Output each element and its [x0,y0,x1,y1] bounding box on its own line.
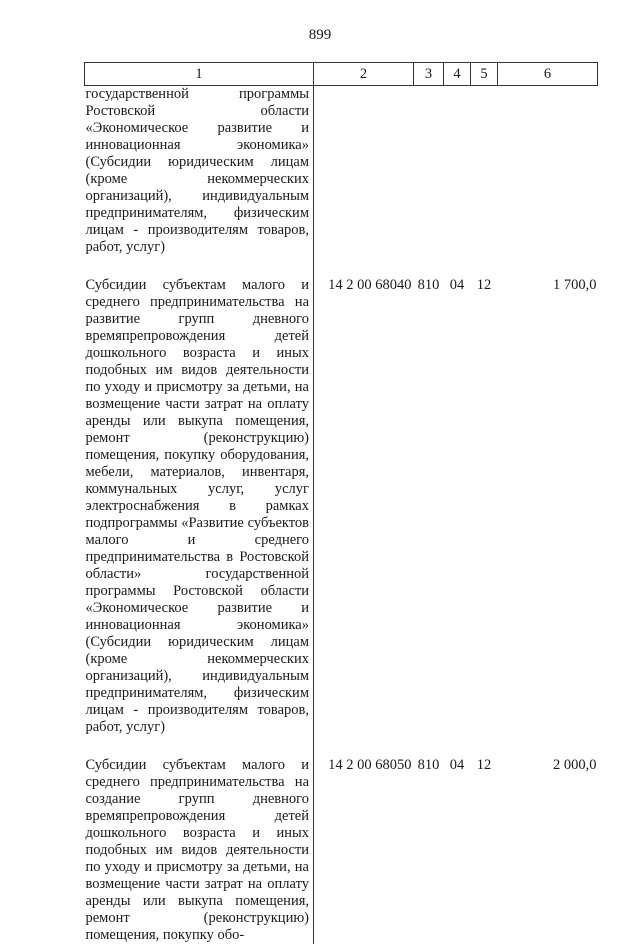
row-amount: 1 700,0 [553,277,597,293]
page-number: 899 [308,27,332,43]
table-row [85,86,598,278]
row-target-code: 14 2 00 68050 [328,757,412,773]
column-header-6: 6 [498,63,598,86]
column-header-1: 1 [85,63,314,86]
row-amount: 2 000,0 [553,757,597,773]
row-section: 04 [449,277,465,293]
row-target-code: 14 2 00 68040 [328,277,412,293]
table-header-row [85,63,598,86]
column-header-3: 3 [414,63,444,86]
row-subsection: 12 [476,277,492,293]
table-row [85,277,598,757]
row-expense-type [414,86,444,278]
row-subsection [471,86,498,278]
row-description: Субсидии субъектам малого и среднего предпринимательства на развитие групп дневного времяпрепровождения детей дошкольного возраста и иных подобных им видов деятельности по уходу и присмотру за детьми, на возмещение части затрат на оплату аренды или выкупа помещения, ремонт (реконструкцию) помещения, покупку оборудования, мебели, материалов, инвентаря, коммунальных услуг, услуг электроснабжения в рамках подпрограммы «Развитие субъектов малого и среднего предпринимательства в Ростовской области» государственной программы Ростовской области «Экономическое развитие и инновационная экономика» (Субсидии юридическим лицам (кроме некоммерческих организаций), индивидуальным предпринимателям, физическим лицам - производителям товаров, работ, услуг) [85,277,314,757]
row-target-code [314,86,414,278]
row-description: Субсидии субъектам малого и среднего предпринимательства на создание групп дневного времяпрепровождения детей дошкольного возраста и иных подобных им видов деятельности по уходу и присмотру за детьми, на возмещение части затрат на оплату аренды или выкупа помещения, ремонт (реконструкцию) помещения, покупку обо- [85,757,314,944]
row-amount [498,86,598,278]
row-section: 04 [449,757,465,773]
table-row [85,757,598,944]
row-section [444,86,471,278]
row-description: государственной программы Ростовской области «Экономическое развитие и инновационная экономика» (Субсидии юридическим лицам (кроме некоммерческих организаций), индивидуальным предпринимателям, физическим лицам - производителям товаров, работ, услуг) [85,86,314,278]
row-expense-type: 810 [417,757,440,773]
column-header-5: 5 [471,63,498,86]
row-expense-type: 810 [417,277,440,293]
budget-table [84,62,598,944]
column-header-4: 4 [444,63,471,86]
column-header-2: 2 [314,63,414,86]
row-subsection: 12 [476,757,492,773]
